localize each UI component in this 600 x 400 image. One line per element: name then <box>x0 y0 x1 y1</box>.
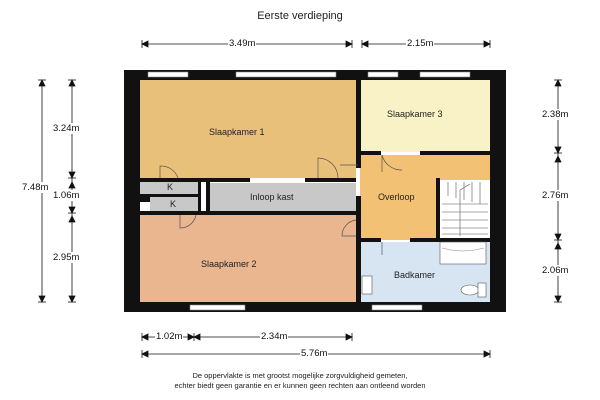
dim-right-mid: 2.76m <box>542 190 569 201</box>
label-slaapkamer-3: Slaapkamer 3 <box>387 109 443 119</box>
disclaimer-line-2: echter biedt geen garantie en er kunnen geen rechten aan ontleend worden <box>174 381 426 390</box>
label-overloop: Overloop <box>378 192 415 202</box>
label-kast-1: K <box>167 182 174 192</box>
floor-title: Eerste verdieping <box>257 10 343 22</box>
dim-left-mid: 1.06m <box>53 190 80 201</box>
dim-bottom-mid: 2.34m <box>261 331 288 342</box>
disclaimer-line-1: De oppervlakte is met grootst mogelijke zorgvuldigheid gemeten, <box>192 371 408 380</box>
label-slaapkamer-1: Slaapkamer 1 <box>209 127 265 137</box>
label-inloopkast: Inloop kast <box>250 192 294 202</box>
dim-right-top: 2.38m <box>542 109 569 120</box>
dim-left-total: 7.48m <box>22 182 49 193</box>
dim-right-bottom: 2.06m <box>542 265 569 276</box>
stairs <box>440 180 490 240</box>
dim-left-bottom: 2.95m <box>53 252 80 263</box>
label-badkamer: Badkamer <box>394 270 436 280</box>
dim-top-right: 2.15m <box>407 38 434 49</box>
label-kast-2: K <box>170 199 177 209</box>
dim-top-left: 3.49m <box>229 38 256 49</box>
dim-left-top: 3.24m <box>53 123 80 134</box>
dim-bottom-total: 5.76m <box>301 348 328 359</box>
dim-bottom-left: 1.02m <box>156 331 183 342</box>
label-slaapkamer-2: Slaapkamer 2 <box>201 259 257 269</box>
